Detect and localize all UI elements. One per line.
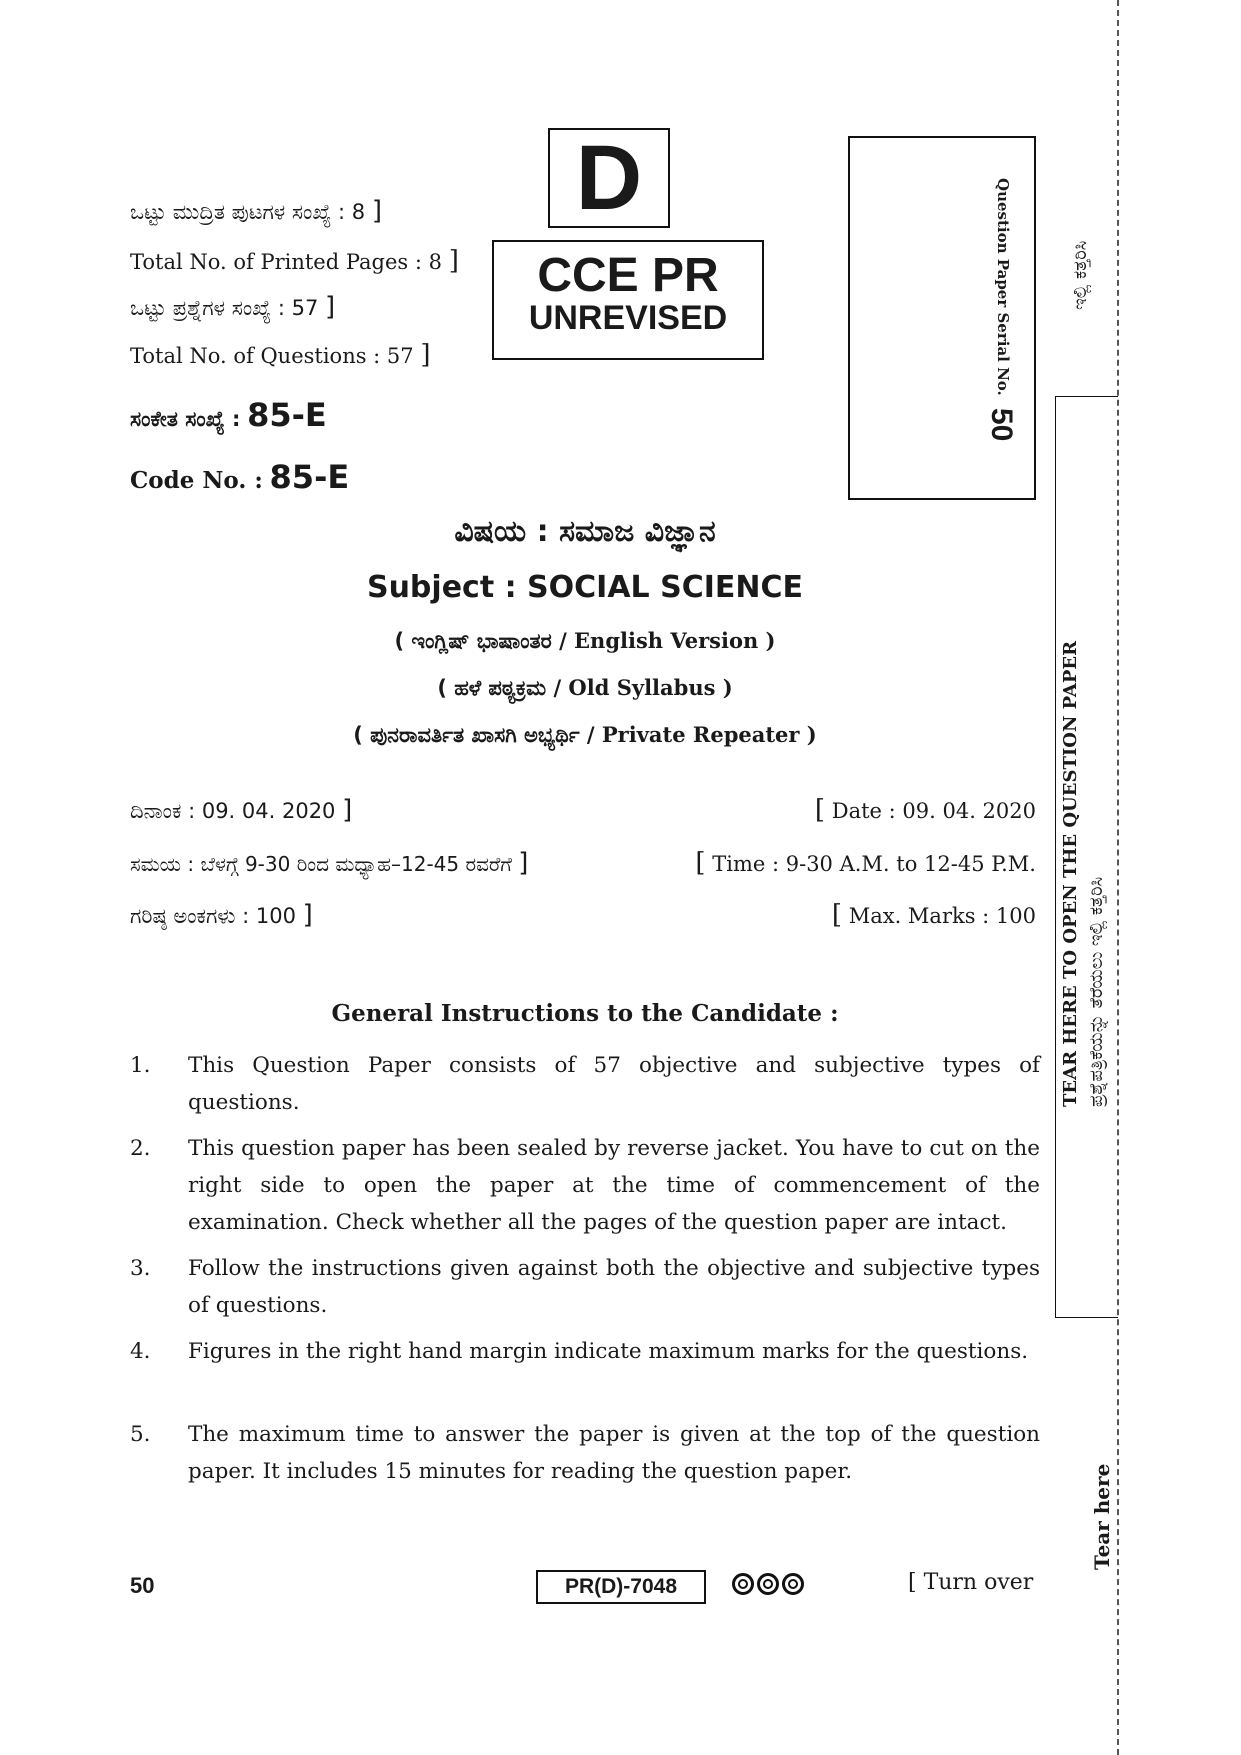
serial-number-box: [848, 136, 1036, 500]
subject-english: Subject : SOCIAL SCIENCE: [366, 570, 804, 605]
tear-instruction-kannada: ಪ್ರಶ್ನೆಪತ್ರಿಕೆಯನ್ನು ತೆರೆಯಲು ಇಲ್ಲಿ ಕತ್ತರಿಸಿ: [1086, 876, 1107, 1107]
syllabus-line: ( ಹಳೆ ಪಠ್ಯಕ್ರಮ / Old Syllabus ): [437, 675, 733, 700]
total-questions-kannada: ಒಟ್ಟು ಪ್ರಶ್ನೆಗಳ ಸಂಖ್ಯೆ : 57 ]: [130, 292, 336, 322]
max-marks-kannada: ಗರಿಷ್ಠ ಅಂಕಗಳು : 100 ]: [130, 900, 313, 930]
date-kannada: ದಿನಾಂಕ : 09. 04. 2020 ]: [130, 795, 353, 825]
serial-number-value: 50: [985, 408, 1018, 442]
page-number: 50: [130, 1573, 155, 1598]
paper-code: PR(D)-7048: [536, 1570, 706, 1604]
course-box: [492, 240, 764, 360]
course-subtitle: UNREVISED: [528, 299, 728, 337]
turn-over-label: [ Turn over: [908, 1570, 1034, 1595]
max-marks-english: [ Max. Marks : 100: [831, 900, 1036, 930]
course-title: CCE PR: [537, 249, 719, 302]
time-kannada: ಸಮಯ : ಬೆಳಗ್ಗೆ 9-30 ರಿಂದ ಮಧ್ಯಾಹ–12-45 ರವರೆಗೆ ]: [130, 848, 529, 878]
total-pages-english: Total No. of Printed Pages : 8 ]: [130, 246, 459, 276]
instruction-item: 2. This question paper has been sealed by reverse jacket. You have to cut on the right side to open the paper at the time of commencement of the examination. Check whether all the pages of the question paper are intact.: [130, 1136, 1040, 1235]
version-letter: D: [575, 127, 643, 229]
serial-number-label: Question Paper Serial No.: [994, 178, 1012, 396]
instructions-title: General Instructions to the Candidate :: [331, 1000, 839, 1027]
version-box: [548, 128, 670, 228]
total-questions-english: Total No. of Questions : 57 ]: [130, 340, 431, 370]
time-english: [ Time : 9-30 A.M. to 12-45 P.M.: [695, 848, 1036, 878]
code-number-kannada: ಸಂಕೇತ ಸಂಖ್ಯೆ : 85-E: [130, 396, 327, 434]
total-pages-kannada: ಒಟ್ಟು ಮುದ್ರಿತ ಪುಟಗಳ ಸಂಖ್ಯೆ : 8 ]: [130, 196, 382, 226]
date-english: [ Date : 09. 04. 2020: [814, 795, 1036, 825]
cut-here-kannada: ಇಲ್ಲಿ ಕತ್ತರಿಸಿ: [1070, 240, 1091, 310]
candidate-line: ( ಪುನರಾವರ್ತಿತ ಖಾಸಗಿ ಅಭ್ಯರ್ಥಿ / Private Repeater ): [353, 722, 817, 747]
tear-here-label: Tear here: [1090, 1463, 1114, 1570]
tear-instruction-english: TEAR HERE TO OPEN THE QUESTION PAPER: [1060, 640, 1081, 1107]
subject-kannada: ವಿಷಯ : ಸಮಾಜ ವಿಜ್ಞಾನ: [454, 514, 716, 549]
instruction-item: 3. Follow the instructions given against both the objective and subjective types of questions.: [130, 1256, 1040, 1318]
tear-strip-box: [1055, 396, 1118, 1318]
instruction-item: 1. This Question Paper consists of 57 objective and subjective types of questions.: [130, 1053, 1040, 1115]
medium-line: ( ಇಂಗ್ಲಿಷ್ ಭಾಷಾಂತರ / English Version ): [394, 628, 776, 653]
code-number-english: Code No. : 85-E: [130, 458, 350, 496]
triple-circle-icon: [732, 1573, 807, 1599]
instruction-item: 5. The maximum time to answer the paper is given at the top of the question paper. It includes 15 minutes for reading the question paper.: [130, 1422, 1040, 1484]
instruction-item: 4. Figures in the right hand margin indicate maximum marks for the questions.: [130, 1339, 1029, 1364]
